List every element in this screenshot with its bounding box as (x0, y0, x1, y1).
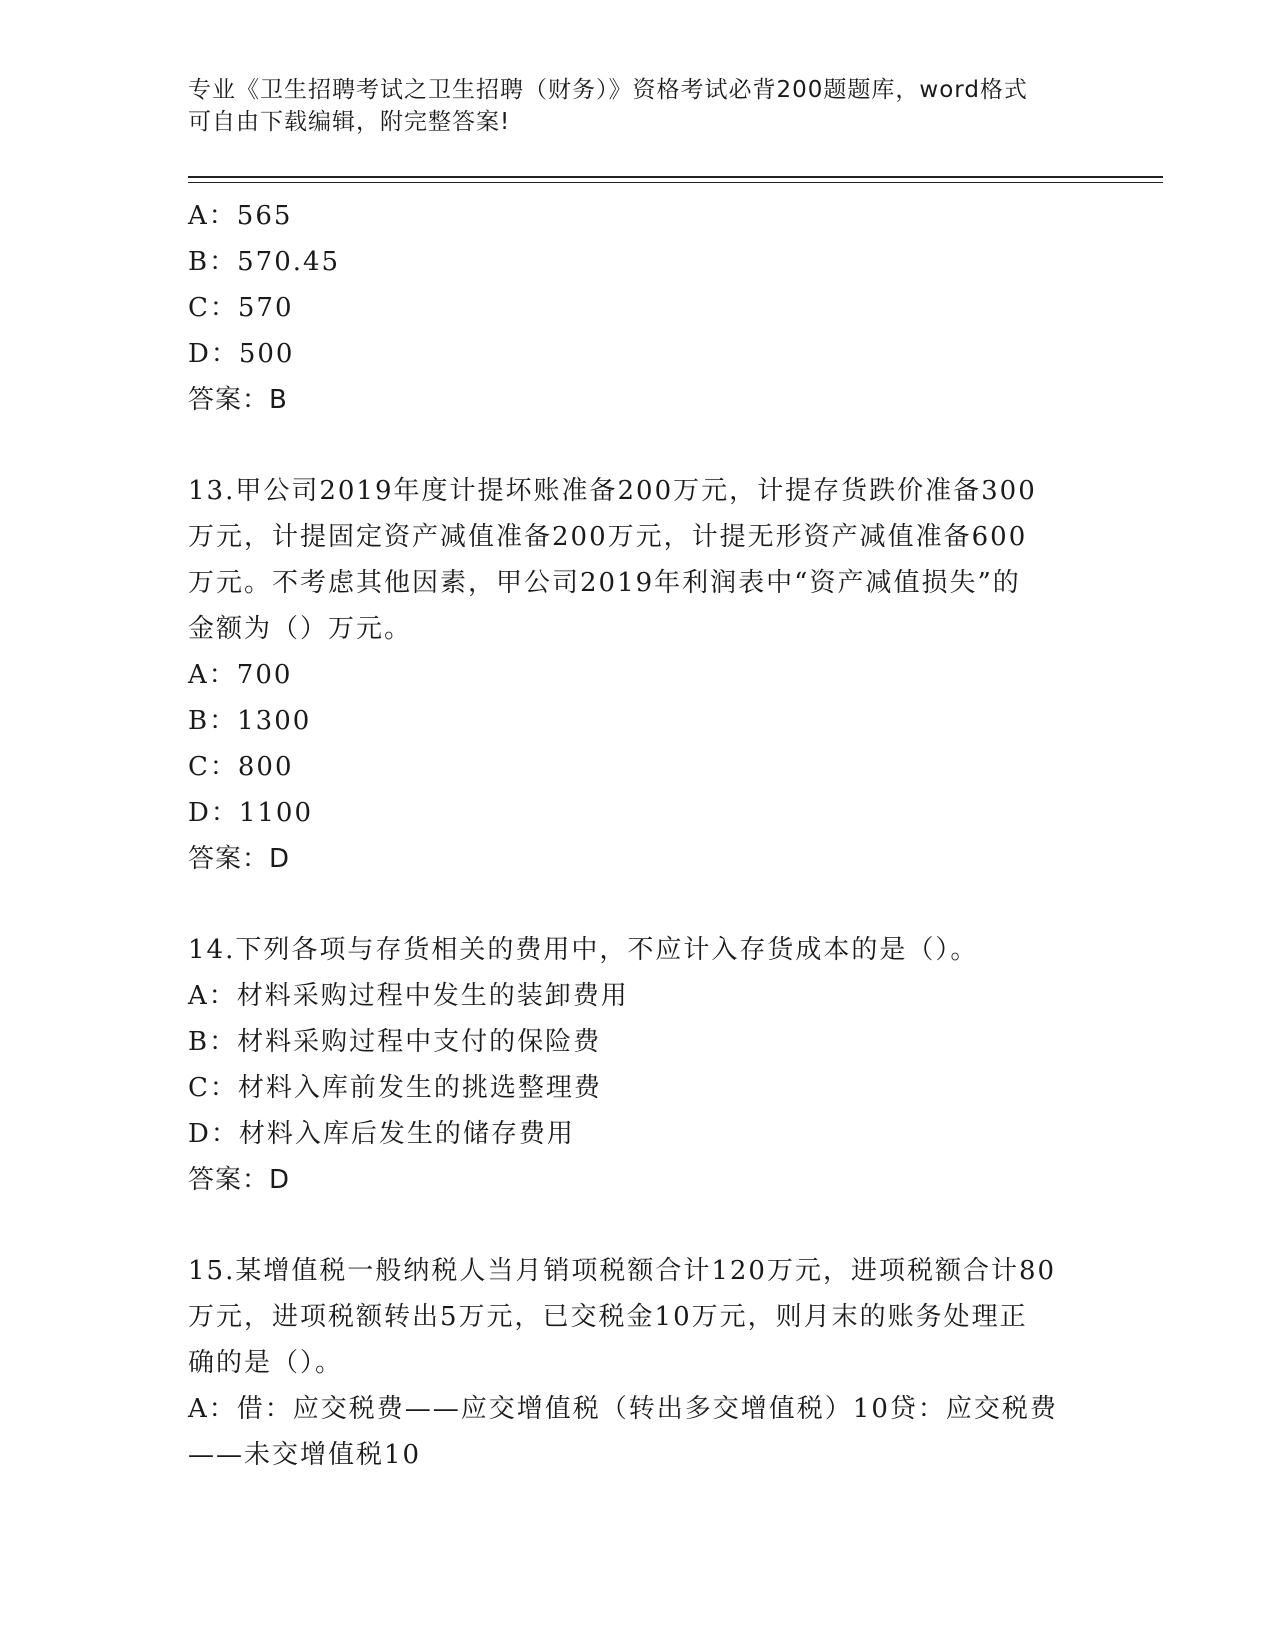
option-a: A：700 (188, 660, 293, 690)
question-text-line: 万元。不考虑其他因素，甲公司2019年利润表中“资产减值损失”的 (188, 568, 1021, 598)
option-c: C：570 (188, 293, 294, 323)
question-text-line: 金额为（）万元。 (188, 614, 413, 644)
question-text-line: 13.甲公司2019年度计提坏账准备200万元，计提存货跌价准备300 (188, 476, 1037, 506)
answer-line: 答案：D (188, 844, 291, 874)
question-text-line: 确的是（）。 (188, 1348, 344, 1378)
option-d: D：材料入库后发生的储存费用 (188, 1119, 575, 1149)
question-text-line: 万元，计提固定资产减值准备200万元，计提无形资产减值准备600 (188, 522, 1028, 552)
document-body (188, 193, 1088, 1478)
option-a: A：材料采购过程中发生的装卸费用 (188, 981, 629, 1011)
header-line-1: 专业《卫生招聘考试之卫生招聘（财务）》资格考试必背200题题库，word格式 (188, 77, 1028, 103)
header-line-2: 可自由下载编辑，附完整答案! (188, 109, 511, 135)
option-c: C：800 (188, 752, 294, 782)
question-text-line: 14.下列各项与存货相关的费用中，不应计入存货成本的是（）。 (188, 935, 979, 965)
document-header (188, 74, 1088, 138)
question-text-line: 15.某增值税一般纳税人当月销项税额合计120万元，进项税额合计80 (188, 1256, 1057, 1286)
option-a: A：借：应交税费——应交增值税（转出多交增值税）10贷：应交税费 (188, 1394, 1058, 1424)
header-divider-thick (188, 176, 1163, 178)
option-b: B：1300 (188, 706, 312, 736)
answer-line: 答案：B (188, 385, 288, 415)
option-c: C：材料入库前发生的挑选整理费 (188, 1073, 602, 1103)
header-divider-thin (188, 182, 1163, 183)
question-12-block (188, 193, 1088, 423)
option-b: B：570.45 (188, 247, 341, 277)
question-15-block (188, 1248, 1088, 1478)
question-14-block (188, 927, 1088, 1203)
question-13-block (188, 468, 1088, 882)
option-d: D：500 (188, 339, 295, 369)
option-a-continued: ——未交增值税10 (188, 1440, 422, 1470)
option-b: B：材料采购过程中支付的保险费 (188, 1027, 602, 1057)
answer-line: 答案：D (188, 1165, 291, 1195)
question-text-line: 万元，进项税额转出5万元，已交税金10万元，则月末的账务处理正 (188, 1302, 1028, 1332)
option-d: D：1100 (188, 798, 314, 828)
option-a: A：565 (188, 201, 293, 231)
